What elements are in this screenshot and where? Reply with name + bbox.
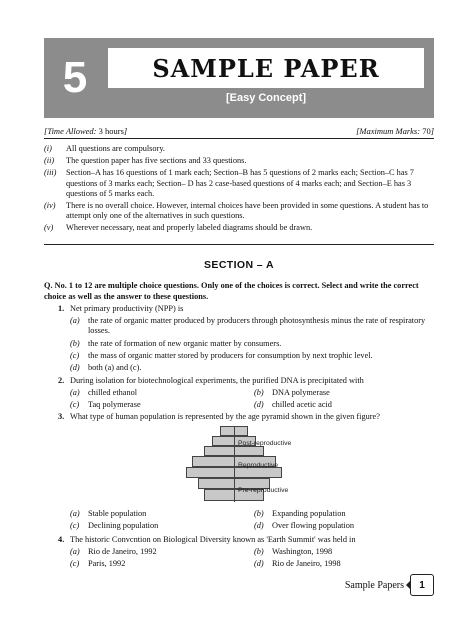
options-grid	[70, 509, 434, 533]
option	[254, 400, 332, 410]
option-text: Expanding population	[272, 509, 346, 518]
chapter-number: 5	[62, 53, 88, 102]
options-grid	[70, 388, 434, 412]
option-label: (c)	[70, 350, 80, 360]
option	[254, 521, 354, 531]
maximum-marks: [Maximum Marks: 70]	[356, 126, 434, 136]
divider	[44, 244, 434, 245]
option	[254, 559, 341, 569]
option-text: the rate of formation of new organic matter by consumers.	[88, 338, 282, 348]
option-text: chilled ethanol	[88, 388, 138, 397]
option	[70, 316, 434, 336]
pyramid-label-pre-reproductive: Pre-reproductive	[238, 487, 289, 494]
question-2	[44, 376, 434, 386]
option	[70, 351, 434, 361]
instruction-number: (i)	[44, 144, 52, 153]
question-text: During isolation for biotechnological experiments, the purified DNA is precipitated with	[70, 376, 364, 385]
question-3	[44, 412, 434, 422]
instruction-number: (ii)	[44, 156, 55, 166]
marks-label: Maximum Marks:	[359, 126, 421, 136]
option-label: (a)	[70, 509, 80, 518]
option-text: Stable population	[88, 509, 147, 518]
question-4	[44, 535, 434, 545]
page-title: SAMPLE PAPER	[152, 53, 380, 83]
instruction-item	[44, 144, 434, 154]
time-allowed: [Time Allowed: 3 hours]	[44, 126, 128, 136]
instruction-text: Wherever necessary, neat and properly labeled diagrams should be drawn.	[66, 223, 313, 233]
page-number: 1	[410, 574, 434, 596]
title-box	[108, 48, 424, 88]
option-text: both (a) and (c).	[88, 363, 142, 373]
option	[70, 559, 125, 569]
option	[70, 509, 146, 519]
age-pyramid-figure	[168, 426, 348, 502]
question-text: What type of human population is represented by the age pyramid shown in the given figure?	[70, 412, 380, 421]
options-grid	[70, 547, 434, 571]
option-text: the rate of organic matter produced by producers through photosynthesis minus the rate of respiratory losses.	[88, 316, 426, 336]
instruction-text: All questions are compulsory.	[66, 144, 166, 153]
option-text: Paris, 1992	[88, 559, 126, 568]
option	[70, 388, 137, 398]
chapter-banner	[44, 38, 434, 118]
option-label: (c)	[70, 521, 80, 530]
option	[254, 547, 332, 557]
question-text: The historic Convcntion on Biological Diversity known as 'Earth Summit' was held in	[70, 535, 356, 544]
option-label: (d)	[254, 521, 264, 530]
section-note: Q. No. 1 to 12 are multiple choice questions. Only one of the choices is correct. Select and write the correct choice as well as the answer to these questions.	[44, 281, 419, 301]
option-label: (a)	[70, 316, 80, 326]
question-number: 3.	[58, 412, 65, 421]
instructions-list	[44, 144, 434, 236]
option	[70, 547, 157, 557]
option-label: (b)	[254, 509, 264, 518]
option	[70, 521, 158, 531]
pyramid-label-reproductive: Reproductive	[238, 462, 279, 469]
option-label: (d)	[254, 400, 264, 409]
instruction-item	[44, 201, 434, 221]
option	[70, 400, 141, 410]
option-text: Over flowing population	[272, 521, 355, 530]
instruction-number: (iv)	[44, 201, 56, 211]
option-text: Rio de Janeiro, 1992	[88, 547, 157, 556]
option	[254, 388, 330, 398]
option-text: the mass of organic matter stored by producers for consumption by next trophic level.	[88, 350, 373, 360]
page-subtitle: [Easy Concept]	[225, 92, 307, 104]
question-number: 1.	[58, 304, 65, 313]
instruction-item	[44, 156, 434, 166]
option-label: (d)	[254, 559, 264, 568]
option-text: Washington, 1998	[272, 547, 333, 556]
instruction-text: Section–A has 16 questions of 1 mark each; Section–B has 5 questions of 2 marks each; Section–C has 7 questions of 3 marks each; Section– D has 2 case-based questions of 4 marks each; and Section–E has 3 questions of 5 marks each.	[66, 168, 414, 198]
option-text: chilled acetic acid	[272, 400, 332, 409]
instruction-number: (v)	[44, 223, 54, 233]
question-1	[44, 304, 434, 373]
option-label: (b)	[254, 388, 264, 397]
option-label: (a)	[70, 547, 80, 556]
option	[70, 339, 434, 349]
marks-value: 70	[422, 126, 431, 136]
instruction-item	[44, 168, 434, 199]
option-text: DNA polymerase	[272, 388, 330, 397]
option-text: Rio de Janeiro, 1998	[272, 559, 341, 568]
time-value: 3 hours	[98, 126, 124, 136]
section-heading: SECTION – A	[204, 259, 274, 271]
option-label: (d)	[70, 363, 80, 373]
time-label: Time Allowed:	[47, 126, 97, 136]
option-text: Declining population	[88, 521, 159, 530]
pyramid-label-post-reproductive: Post-reproductive	[238, 440, 292, 447]
option-label: (b)	[254, 547, 264, 556]
question-number: 4.	[58, 535, 65, 544]
page-footer	[345, 574, 434, 596]
question-number: 2.	[58, 376, 65, 385]
option	[70, 363, 434, 373]
instruction-text: There is no overall choice. However, internal choices have been provided in some questions. A student has to attempt only one of the alternatives in such questions.	[66, 201, 429, 221]
option-label: (c)	[70, 559, 80, 568]
question-text: Net primary productivity (NPP) is	[70, 304, 184, 313]
footer-label: Sample Papers	[344, 579, 404, 591]
exam-meta	[44, 124, 434, 139]
option-label: (a)	[70, 388, 80, 397]
instruction-item	[44, 223, 434, 233]
pyramid-centre-line	[234, 426, 235, 502]
option	[254, 509, 346, 519]
option-label: (c)	[70, 400, 80, 409]
instruction-number: (iii)	[44, 168, 57, 178]
instruction-text: The question paper has five sections and 33 questions.	[66, 156, 247, 166]
option-text: Taq polymerase	[88, 400, 141, 409]
option-label: (b)	[70, 338, 80, 348]
